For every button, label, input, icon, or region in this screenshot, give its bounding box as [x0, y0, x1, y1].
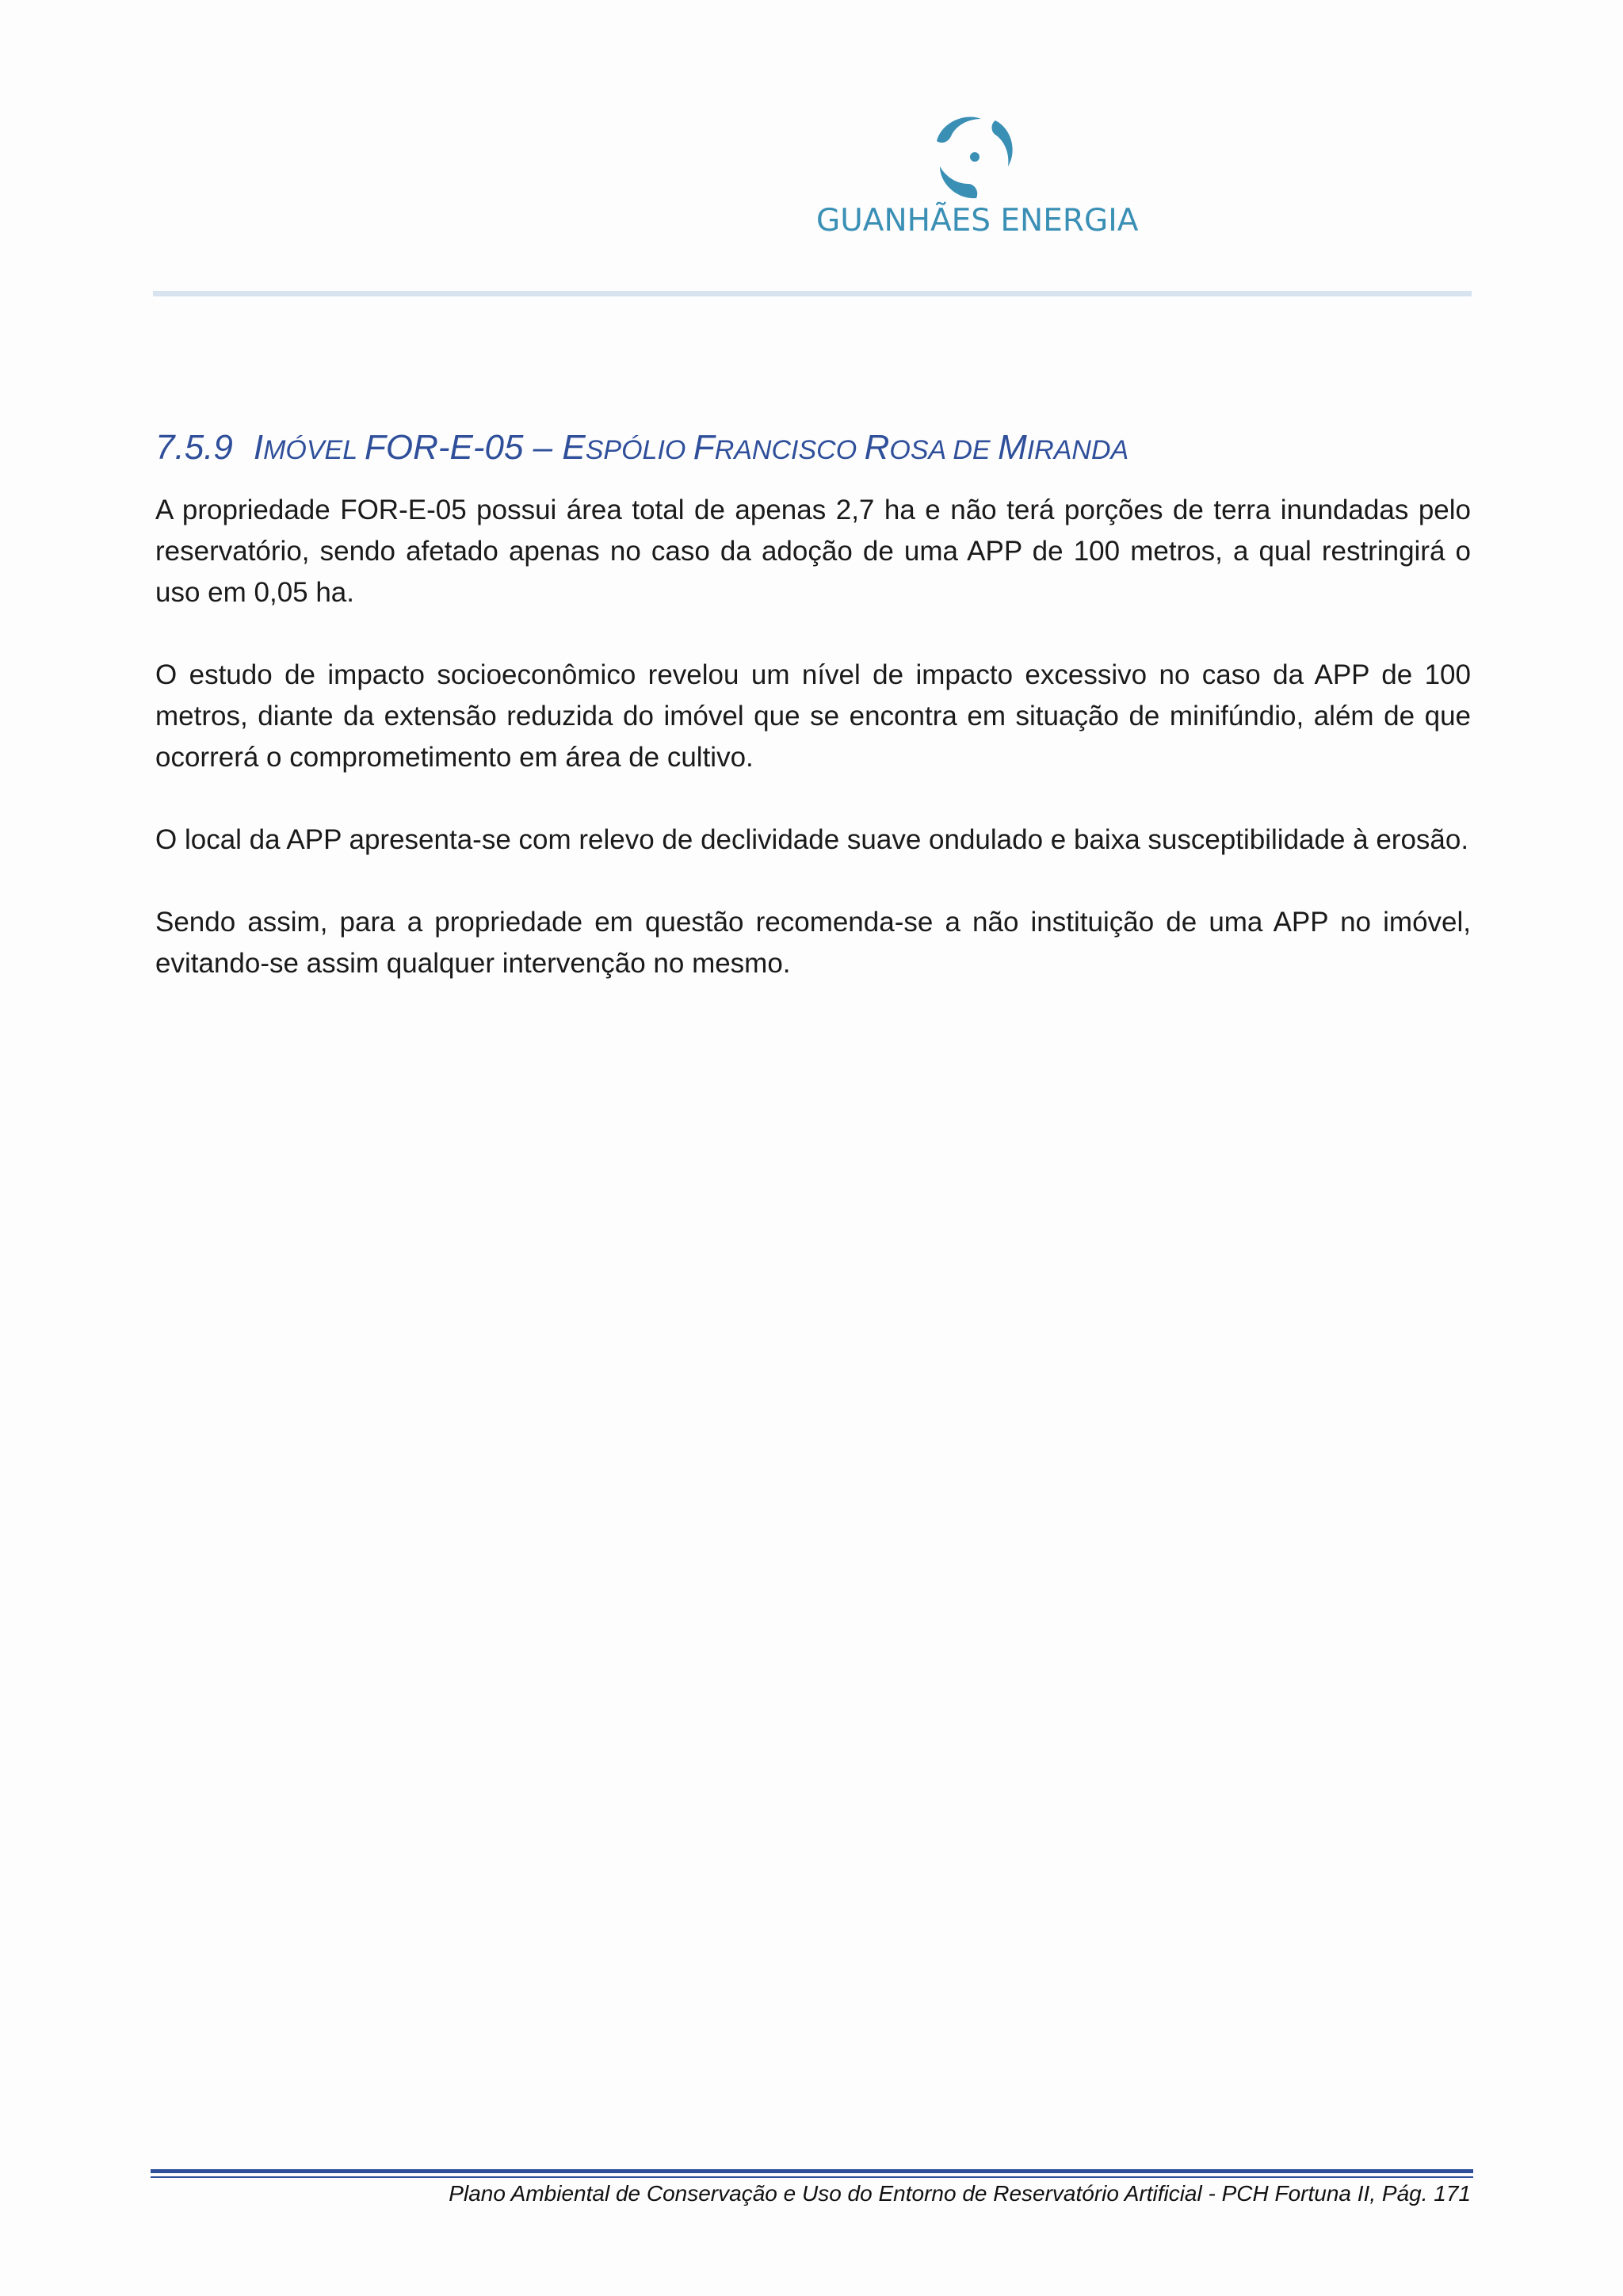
footer-caption: Plano Ambiental de Conservação e Uso do Entorno de Reservatório Artificial - PCH Fortuna II, Pág. 171: [449, 2181, 1471, 2206]
section-title-part: M: [998, 428, 1027, 467]
logo-wordmark: GUANHÃES ENERGIA: [816, 203, 1139, 239]
section-title-part: R: [864, 428, 890, 467]
body-text: [155, 490, 1471, 1026]
section-title-part: MÓVEL: [263, 435, 365, 465]
section-title-part: OSA DE: [889, 435, 999, 465]
header-divider: [153, 291, 1472, 296]
section-title: [254, 428, 1128, 467]
paragraph: O estudo de impacto socioeconômico revelou um nível de impacto excessivo no caso da APP de 100 metros, diante da extensão reduzida do imóvel que se encontra em situação de minifúndio, além de que ocorrerá o comprometimento em área de cultivo.: [155, 659, 1471, 773]
guanhaes-swirl-icon: [919, 111, 1030, 206]
paragraph: Sendo assim, para a propriedade em questão recomenda-se a não instituição de uma APP no imóvel, evitando-se assim qualquer intervenção no mesmo.: [155, 907, 1471, 979]
section-title-part: I: [253, 428, 264, 467]
section-title-part: RANCISCO: [714, 435, 865, 465]
section-heading: [155, 428, 1471, 468]
paragraph: O local da APP apresenta-se com relevo de declividade suave ondulado e baixa susceptibilidade à erosão.: [155, 824, 1469, 855]
section-title-part: F: [693, 428, 715, 467]
footer-divider: [151, 2169, 1473, 2173]
company-logo: [816, 103, 1139, 246]
section-title-part: FOR-E-05 – E: [364, 428, 586, 467]
section-title-part: SPÓLIO: [585, 435, 693, 465]
section-number: 7.5.9: [155, 428, 233, 467]
section-title-part: IRANDA: [1026, 435, 1129, 465]
footer-divider-thin: [151, 2176, 1473, 2178]
paragraph: A propriedade FOR-E-05 possui área total de apenas 2,7 ha e não terá porções de terra inundadas pelo reservatório, sendo afetado apenas no caso da adoção de uma APP de 100 metros, a qual restringirá o uso em 0,05 ha.: [155, 495, 1471, 608]
